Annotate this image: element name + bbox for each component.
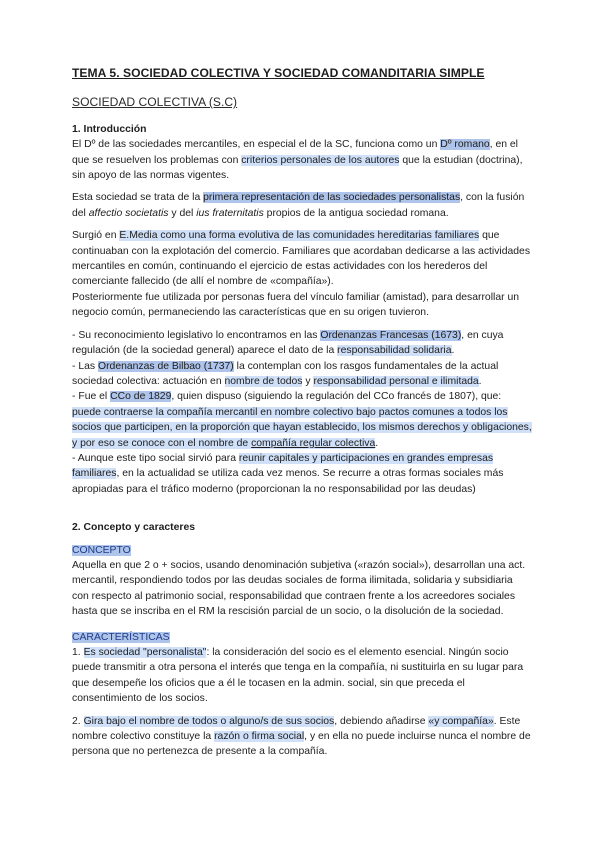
document-page: [72, 66, 532, 760]
paragraph-2: Esta sociedad se trata de la primera representación de las sociedades personalistas, con la fusión del affectio societatis y del ius fraternitatis propios de la antigua sociedad romana.: [72, 192, 525, 219]
paragraph-1: El Dº de las sociedades mercantiles, en especial el de la SC, funciona como un Dº romano, en el que se resuelven los problemas con criterios personales de los autores que la estudian (doctrina), sin apoyo de las normas vigentes.: [72, 139, 523, 182]
label-caracteristicas: CARACTERÍSTICAS: [72, 631, 170, 643]
concepto-text: Aquella en que 2 o + socios, usando denominación subjetiva («razón social»), desarrollan una act. mercantil, respondiendo todos por las deudas sociales de forma ilimitada, solidaria y subsidiaria con respecto al patrimonio social, responsabilidad que contraen frente a los acreedores sociales hasta que se inscriba en el RM la rescisión parcial de un socio, o la disolución de la sociedad.: [72, 559, 526, 618]
caracteristica-1: 1. Es sociedad "personalista": la consideración del socio es el elemento esencial. Ningún socio puede transmitir a otra persona el interés que tenga en la compañía, ni sustituirla en su lugar para que desempeñe los oficios que a él le tocasen en la admin. social, sin que preceda el consentimiento de los socios.: [72, 647, 524, 705]
bullet-cco-1829: - Fue el CCo de 1829, quien dispuso (siguiendo la regulación del CCo francés de 1807), que: puede contraerse la compañía mercantil en nombre colectivo bajo pactos comunes a todos los socios que participen, en la proporción que hayan establecido, los mismos derechos y obligaciones, y por eso se conoce con el nombre de compañía regular colectiva.: [72, 391, 532, 449]
caracteristica-2: 2. Gira bajo el nombre de todos o alguno/s de sus socios, debiendo añadirse «y compañía». Este nombre colectivo constituye la razón o firma social, y en ella no puede incluirse nunca el nombre de persona que no pertenezca de presente a la compañía.: [72, 715, 531, 758]
heading-concepto-caracteres: 2. Concepto y caracteres: [72, 522, 196, 534]
heading-introduccion: 1. Introducción: [72, 123, 147, 135]
paragraph-3: Surgió en E.Media como una forma evolutiva de las comunidades hereditarias familiares que continuaban con la explotación del comercio. Familiares que acordaban dedicarse a las actividades mercantiles en común, continuando el ejercicio de estas actividades con los herederos del comerciante fallecido (de allí el nombre de «compañía»).: [72, 230, 531, 288]
bullet-ordenanzas-bilbao: - Las Ordenanzas de Bilbao (1737) la contemplan con los rasgos fundamentales de la actual sociedad colectiva: actuación en nombre de todos y responsabilidad personal e ilimitada.: [72, 360, 499, 387]
bullet-ordenanzas-francesas: - Su reconocimiento legislativo lo encontramos en las Ordenanzas Francesas (1673), en cuya regulación (de la sociedad general) aparece el dato de la responsabilidad solidaria.: [72, 329, 504, 357]
section-subtitle: SOCIEDAD COLECTIVA (S.C): [72, 95, 238, 110]
bullet-reunir-capitales: - Aunque este tipo social sirvió para reunir capitales y participaciones en grandes empresas familiares, en la actualidad se utiliza cada vez menos. Se recurre a otras formas sociales más apropiadas para el tráfico moderno (proporcionan la no responsabilidad por las deudas): [72, 452, 504, 495]
label-concepto: CONCEPTO: [72, 544, 131, 556]
paragraph-4: Posteriormente fue utilizada por personas fuera del vínculo familiar (amistad), para desarrollar un negocio común, permaneciendo las características que en su origen tuvieron.: [72, 291, 520, 319]
document-title: TEMA 5. SOCIEDAD COLECTIVA Y SOCIEDAD COMANDITARIA SIMPLE: [72, 66, 485, 80]
